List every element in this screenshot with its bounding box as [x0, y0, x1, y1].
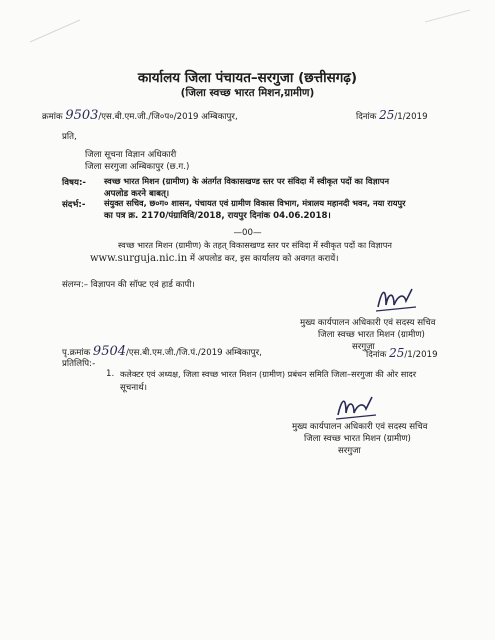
- date2-label: दिनांक: [366, 350, 387, 360]
- office-title: कार्यालय जिला पंचायत–सरगुजा (छत्तीसगढ़): [137, 70, 358, 86]
- recipient-line-2: जिला सरगुजा अम्बिकापुर (छ.ग.): [85, 162, 190, 172]
- signature-scribble-1: [372, 283, 422, 319]
- prati-label: प्रति,: [62, 132, 77, 142]
- ref-line-1: [42, 108, 238, 123]
- subject-line-2: अपलोड करने बाबत्।: [104, 189, 170, 199]
- date-label: दिनांक: [356, 112, 377, 122]
- date2-rest: /1/2019: [404, 350, 438, 360]
- ref-number-handwritten: 9503: [65, 108, 99, 123]
- reference-label: संदर्भ:-: [62, 200, 86, 210]
- copy-item-number: 1.: [106, 369, 115, 379]
- ref-date-1: [356, 108, 428, 122]
- copy-label: प्रतिलिपि:-: [62, 359, 96, 369]
- url-link[interactable]: www.surguja.nic.in: [90, 253, 188, 264]
- copy-line-1: कलेक्टर एवं अध्यक्ष, जिला स्वच्छ भारत मिशन (ग्रामीण) प्रबंधन समिति जिला–सरगुजा की ओर सादर: [120, 369, 417, 379]
- date-handwritten: 25: [379, 108, 395, 122]
- signature1-line-3: सरगुजा: [352, 342, 375, 352]
- signature1-line-2: जिला स्वच्छ भारत मिशन (ग्रामीण): [318, 330, 425, 340]
- enclosure: संलग्न:– विज्ञापन की सॉफ्ट एवं हार्ड कापी।: [62, 280, 195, 290]
- copy-line-2: सूचनार्थ।: [120, 383, 148, 393]
- recipient-line-1: जिला सूचना विज्ञान अधिकारी: [85, 150, 177, 160]
- subject-line-1: स्वच्छ भारत मिशन (ग्रामीण) के अंतर्गत विकासखण्ड स्तर पर संविदा में स्वीकृत पदों का विज्ञापन: [104, 176, 389, 186]
- signature2-line-3: सरगुजा: [338, 446, 361, 456]
- ref-prefix: क्रमांक: [42, 112, 63, 122]
- ref2-prefix: पृ.क्रमांक: [62, 348, 91, 358]
- reference-line-1: संयुक्त सचिव, छ०ग० शासन, पंचायत एवं ग्रामीण विकास विभाग, मंत्रालय महानदी भवन, नया रायपुर: [104, 198, 406, 208]
- subject-label: विषय:-: [62, 178, 86, 188]
- signature1-line-1: मुख्य कार्यपालन अधिकारी एवं सदस्य सचिव: [300, 318, 436, 328]
- signature2-line-1: मुख्य कार्यपालन अधिकारी एवं सदस्य सचिव: [292, 422, 428, 432]
- ref2-text: /एस.बी.एम.जी./जि.पं./2019 अम्बिकापुर,: [126, 348, 262, 358]
- signature2-line-2: जिला स्वच्छ भारत मिशन (ग्रामीण): [304, 434, 411, 444]
- separator: —00—: [233, 228, 262, 238]
- date2-handwritten: 25: [389, 346, 405, 360]
- ref-text: /एस.बी.एम.जी./जि०प०/2019 अम्बिकापुर,: [98, 112, 238, 122]
- reference-line-2: का पत्र क्र. 2170/पंग्राविवि/2018, रायपुर दिनांक 04.06.2018।: [104, 211, 331, 221]
- body-line-2: [90, 252, 338, 264]
- office-subtitle: (जिला स्वच्छ भारत मिशन,ग्रामीण): [180, 87, 315, 99]
- ref2-number-handwritten: 9504: [92, 344, 127, 359]
- ref-date-2: [366, 346, 438, 360]
- body-line-2-rest: में अपलोड कर, इस कार्यालय को अवगत करायें।: [189, 254, 339, 264]
- body-line-1: स्वच्छ भारत मिशन (ग्रामीण) के तहत् विकासखण्ड स्तर पर संविदा में स्वीकृत पदों का विज्ञापन: [118, 240, 392, 250]
- date-rest: /1/2019: [394, 112, 428, 122]
